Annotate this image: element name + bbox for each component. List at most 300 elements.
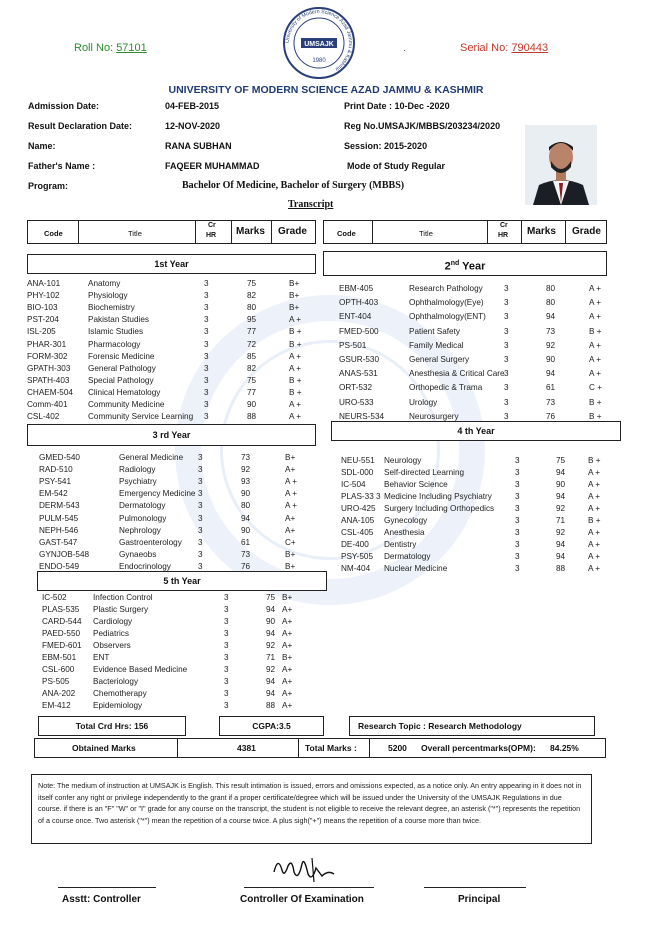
course-title: Endocrinology — [119, 561, 171, 571]
course-title: Dermatology — [119, 501, 166, 511]
course-cr: 3 — [204, 315, 209, 325]
father-value: FAQEER MUHAMMAD — [165, 161, 260, 171]
course-cr: 3 — [504, 397, 509, 407]
course-title: Gynaeobs — [119, 549, 157, 559]
course-code: ANA-101 — [27, 279, 61, 288]
course-code: CSL-600 — [42, 665, 75, 674]
course-cr: 3 — [224, 617, 229, 626]
col-hr-right: HR — [498, 232, 509, 239]
total-marks-value: 5200 — [388, 743, 407, 753]
course-marks: 90 — [556, 480, 566, 489]
course-marks: 92 — [546, 340, 556, 350]
course-marks: 90 — [241, 525, 251, 535]
course-marks: 90 — [241, 489, 251, 499]
result-label: Result Declaration Date: — [28, 121, 133, 131]
admission-value: 04-FEB-2015 — [165, 101, 220, 111]
course-cr: 3 — [204, 303, 209, 313]
course-code: ANA-202 — [42, 689, 76, 698]
course-marks: 82 — [247, 363, 257, 373]
course-marks: 94 — [556, 492, 566, 501]
course-grade: A + — [289, 363, 302, 373]
course-cr: 3 — [198, 561, 203, 571]
course-title: Dermatology — [384, 552, 431, 561]
course-title: Physiology — [88, 291, 128, 301]
result-value: 12-NOV-2020 — [165, 121, 221, 131]
course-title: Ophthalmology(Eye) — [409, 298, 484, 308]
course-code: EM-542 — [39, 489, 68, 499]
opm-label: Overall percentmarks(OPM): — [421, 743, 536, 753]
course-cr: 3 — [515, 540, 520, 549]
mode-value: Regular — [411, 161, 446, 171]
course-title: Biochemistry — [88, 303, 135, 313]
year3-header: 3 rd Year — [27, 424, 316, 446]
course-title: Pulmonology — [119, 513, 167, 523]
course-title: Ophthalmology(ENT) — [409, 312, 486, 322]
course-marks: 61 — [241, 537, 251, 547]
course-cr: 3 — [224, 605, 229, 614]
logo-ring-text: University of Modern Science Azad Jammu & Kashmir — [284, 8, 354, 72]
course-grade: A+ — [285, 465, 296, 475]
course-cr: 3 — [224, 689, 229, 698]
course-cr: 3 — [515, 552, 520, 561]
course-code: PULM-545 — [39, 513, 79, 523]
course-cr: 3 — [204, 363, 209, 373]
course-title: Forensic Medicine — [88, 351, 155, 361]
course-marks: 82 — [247, 291, 257, 301]
course-code: URO-425 — [341, 504, 376, 513]
course-title: General Medicine — [119, 453, 184, 462]
course-code: ANAS-531 — [339, 369, 378, 379]
course-cr: 3 — [224, 677, 229, 686]
course-title: Islamic Studies — [88, 327, 144, 337]
course-title: Clinical Hematology — [88, 387, 161, 397]
transcript-title: Transcript — [288, 199, 334, 210]
course-grade: A + — [289, 412, 302, 422]
year2-header — [323, 251, 607, 276]
course-grade: A + — [588, 492, 601, 501]
course-grade: A + — [588, 540, 601, 549]
total-marks-label: Total Marks : — [305, 743, 357, 753]
course-code: NEPH-546 — [39, 525, 79, 535]
course-title: Urology — [409, 397, 438, 407]
year5-header: 5 th Year — [37, 571, 327, 591]
year2-suffix: Year — [459, 260, 486, 273]
course-grade: A + — [589, 284, 602, 293]
course-marks: 90 — [546, 355, 556, 364]
course-title: Cardiology — [93, 617, 133, 626]
course-grade: A + — [285, 501, 298, 511]
program-label: Program: — [28, 181, 69, 191]
course-title: Self-directed Learning — [384, 468, 465, 477]
course-marks: 71 — [556, 516, 566, 525]
roll-value: 57101 — [116, 42, 147, 54]
print-date — [344, 101, 450, 111]
course-marks: 77 — [247, 387, 257, 397]
course-cr: 3 — [204, 339, 209, 349]
course-marks: 73 — [241, 453, 251, 462]
course-grade: B + — [289, 339, 302, 349]
course-grade: A + — [588, 564, 601, 573]
course-title: Neurosurgery — [409, 411, 459, 421]
course-cr: 3 — [198, 549, 203, 559]
course-marks: 80 — [247, 303, 257, 313]
course-title: Observers — [93, 641, 131, 650]
course-cr: 3 — [198, 477, 203, 487]
course-cr: 3 — [515, 492, 520, 501]
principal-signature-line — [424, 887, 526, 888]
course-code: ISL-205 — [27, 327, 56, 337]
course-title: Family Medical — [409, 340, 464, 350]
course-cr: 3 — [204, 351, 209, 361]
course-code: PS-501 — [339, 340, 367, 350]
course-title: Nephrology — [119, 525, 161, 535]
course-title: Community Medicine — [88, 400, 165, 409]
total-credit-hours: Total Crd Hrs: 156 — [38, 716, 186, 736]
course-code: SDL-000 — [341, 468, 374, 477]
course-cr: 3 — [204, 279, 209, 288]
course-cr: 3 — [198, 453, 203, 462]
dot-mark: · — [403, 46, 406, 55]
course-code: PS-505 — [42, 677, 70, 686]
course-code: EBM-405 — [339, 284, 374, 293]
course-title: Psychiatry — [119, 477, 157, 487]
course-code: FMED-500 — [339, 326, 379, 336]
course-grade: B + — [289, 375, 302, 385]
logo-year: 1980 — [312, 58, 326, 64]
mode-label: Mode of Study — [347, 161, 409, 171]
course-title: Anatomy — [88, 279, 121, 288]
course-title: Radiology — [119, 465, 156, 475]
research-topic — [349, 716, 595, 736]
course-code: OPTH-403 — [339, 298, 379, 308]
course-grade: A + — [285, 489, 298, 499]
disclaimer-note: Note: The medium of instruction at UMSAJK is English. This result intimation is issued, errors and omissions expected, as a notice only. An entry appearing in it does not in itself confer any right or privilege independently to the grant if a proper certificate/degree which will be issued under the University of the UMSAJK Regulations in due course. if there is an "F" "W" or "I" grade for any course on the transcript, the student is not eligible to receive the relevant degree, an asterisk ("*") represents the repetition of a course once. Two asterisk ("*") mean the repetition of a course twice. A plus sigh("+") means the repetition of a course more than twice. — [31, 774, 592, 844]
controller-signature-line — [244, 887, 374, 888]
course-marks: 73 — [546, 397, 556, 407]
course-title: Plastic Surgery — [93, 605, 149, 614]
course-title: Anesthesia & Critical Care — [409, 369, 505, 379]
course-cr: 3 — [515, 468, 520, 477]
course-code: IC-502 — [42, 593, 67, 602]
course-grade: A+ — [282, 665, 293, 674]
course-marks: 90 — [247, 400, 257, 409]
course-code: GAST-547 — [39, 537, 78, 547]
course-cr: 3 — [504, 369, 509, 379]
course-code: ENDO-549 — [39, 561, 80, 571]
col-title-right: Title — [419, 229, 433, 238]
course-grade: B+ — [289, 279, 300, 288]
course-grade: C+ — [285, 537, 296, 547]
course-marks: 90 — [266, 617, 276, 626]
col-code-right: Code — [337, 229, 356, 238]
course-code: ORT-532 — [339, 383, 373, 393]
course-code: Comm-401 — [27, 400, 68, 409]
session-label: Session: — [344, 141, 382, 151]
course-cr: 3 — [224, 653, 229, 662]
course-marks: 80 — [546, 284, 556, 293]
course-code: PHY-102 — [27, 291, 60, 301]
course-cr: 3 — [515, 480, 520, 489]
course-grade: A+ — [282, 689, 293, 698]
course-grade: B+ — [289, 291, 300, 301]
course-marks: 94 — [556, 468, 566, 477]
opm-value: 84.25% — [550, 743, 579, 753]
course-cr: 3 — [198, 465, 203, 475]
course-grade: B+ — [285, 453, 296, 462]
course-code: DE-400 — [341, 540, 369, 549]
serial-value: 790443 — [511, 42, 549, 54]
course-code: PST-204 — [27, 315, 59, 325]
course-marks: 75 — [247, 279, 257, 288]
course-marks: 75 — [247, 375, 257, 385]
course-cr: 3 — [515, 516, 520, 525]
student-photo — [525, 125, 597, 205]
course-marks: 76 — [546, 411, 556, 421]
course-marks: 88 — [266, 701, 276, 710]
asst-signature-line — [58, 887, 156, 888]
course-cr: 3 — [504, 312, 509, 322]
course-marks: 94 — [556, 552, 566, 561]
university-logo — [282, 6, 356, 80]
course-code: FMED-601 — [42, 641, 82, 650]
course-marks: 75 — [556, 456, 566, 465]
year2-sup: nd — [450, 260, 460, 267]
marks-summary-bar — [34, 738, 606, 758]
course-grade: A+ — [282, 701, 293, 710]
course-marks: 77 — [247, 327, 257, 337]
course-code: EBM-501 — [42, 653, 77, 662]
serial-label: Serial No: — [460, 42, 509, 54]
course-grade: B + — [289, 387, 302, 397]
course-marks: 92 — [266, 665, 276, 674]
course-code: CSL-402 — [27, 412, 60, 422]
course-cr: 3 — [224, 629, 229, 638]
course-title: Neurology — [384, 456, 422, 465]
course-marks: 71 — [266, 653, 276, 662]
reg-value: UMSAJK/MBBS/203234/2020 — [378, 121, 501, 131]
course-code: PLAS-33 3 — [341, 492, 381, 501]
col-marks: Marks — [236, 226, 265, 237]
course-cr: 3 — [224, 593, 229, 602]
course-cr: 3 — [204, 327, 209, 337]
asst-controller-label: Asstt: Controller — [62, 894, 141, 905]
course-code: GSUR-530 — [339, 355, 380, 364]
course-grade: B + — [588, 456, 601, 465]
course-marks: 88 — [556, 564, 566, 573]
col-code: Code — [44, 229, 63, 238]
course-code: BIO-103 — [27, 303, 58, 313]
course-cr: 3 — [198, 513, 203, 523]
controller-signature — [268, 852, 348, 886]
course-cr: 3 — [504, 284, 509, 293]
course-cr: 3 — [504, 355, 509, 364]
course-grade: B + — [289, 327, 302, 337]
course-code: PSY-505 — [341, 552, 374, 561]
year1-header: 1st Year — [27, 254, 316, 274]
course-code: CSL-405 — [341, 528, 374, 537]
year4-header: 4 th Year — [331, 421, 621, 441]
reg-label: Reg No. — [344, 121, 379, 131]
course-title: Pediatrics — [93, 629, 129, 638]
course-grade: A + — [589, 312, 602, 322]
col-cr: Cr — [208, 222, 216, 229]
course-cr: 3 — [504, 383, 509, 393]
course-grade: C + — [589, 383, 602, 393]
course-code: CARD-544 — [42, 617, 82, 626]
course-code: GPATH-303 — [27, 363, 71, 373]
course-grade: B+ — [285, 561, 296, 571]
course-grade: B + — [589, 411, 602, 421]
course-grade: A + — [588, 528, 601, 537]
name-value: RANA SUBHAN — [165, 141, 232, 151]
cgpa: CGPA:3.5 — [219, 716, 324, 736]
course-cr: 3 — [224, 701, 229, 710]
course-code: ENT-404 — [339, 312, 372, 322]
course-title: Emergency Medicine — [119, 489, 196, 499]
course-title: Gastroenterology — [119, 537, 182, 547]
course-marks: 94 — [546, 369, 556, 379]
col-marks-right: Marks — [527, 226, 556, 237]
course-grade: A+ — [282, 617, 293, 626]
right-column-header — [323, 220, 607, 244]
course-grade: A + — [289, 315, 302, 325]
course-title: Community Service Learning — [88, 412, 194, 422]
course-cr: 3 — [198, 489, 203, 499]
course-marks: 94 — [546, 312, 556, 322]
course-code: NEU-551 — [341, 456, 375, 465]
course-grade: A + — [588, 504, 601, 513]
course-grade: A + — [588, 552, 601, 561]
course-grade: A + — [589, 369, 602, 379]
course-marks: 92 — [556, 504, 566, 513]
reg-number — [344, 121, 500, 131]
course-grade: A + — [289, 400, 302, 409]
obtained-value: 4381 — [237, 743, 256, 753]
course-marks: 88 — [247, 412, 257, 422]
course-marks: 80 — [241, 501, 251, 511]
course-marks: 94 — [556, 540, 566, 549]
program-value: Bachelor Of Medicine, Bachelor of Surgery (MBBS) — [182, 180, 405, 191]
course-code: EM-412 — [42, 701, 71, 710]
col-grade-right: Grade — [572, 226, 601, 237]
course-cr: 3 — [504, 411, 509, 421]
course-marks: 73 — [241, 549, 251, 559]
course-grade: B+ — [282, 593, 293, 602]
course-title: Nuclear Medicine — [384, 564, 448, 573]
course-title: Anesthesia — [384, 528, 425, 537]
course-grade: B+ — [282, 653, 293, 662]
course-cr: 3 — [515, 456, 520, 465]
course-code: ANA-105 — [341, 516, 375, 525]
course-cr: 3 — [224, 665, 229, 674]
course-grade: B+ — [289, 303, 300, 313]
course-title: Gynecology — [384, 516, 428, 525]
course-code: GYNJOB-548 — [39, 549, 90, 559]
course-title: Surgery Including Orthopedics — [384, 504, 495, 513]
course-code: FORM-302 — [27, 351, 68, 361]
course-title: ENT — [93, 653, 110, 662]
course-grade: B+ — [285, 549, 296, 559]
col-hr: HR — [206, 232, 217, 239]
course-grade: A + — [589, 355, 602, 364]
session-value: 2015-2020 — [384, 141, 428, 151]
course-cr: 3 — [515, 564, 520, 573]
roll-number — [74, 42, 166, 54]
course-cr: 3 — [504, 298, 509, 308]
course-title: Dentistry — [384, 540, 417, 549]
course-code: DERM-543 — [39, 501, 80, 511]
course-title: Epidemiology — [93, 701, 143, 710]
course-title: Behavior Science — [384, 480, 448, 489]
course-code: NEURS-534 — [339, 411, 385, 421]
course-code: SPATH-403 — [27, 375, 70, 385]
course-grade: A+ — [282, 605, 293, 614]
course-title: Evidence Based Medicine — [93, 665, 188, 674]
course-cr: 3 — [504, 326, 509, 336]
course-grade: A+ — [282, 677, 293, 686]
course-title: Bacteriology — [93, 677, 139, 686]
course-grade: A+ — [282, 629, 293, 638]
session — [344, 141, 427, 151]
principal-label: Principal — [458, 894, 501, 905]
course-title: Chemotherapy — [93, 689, 147, 698]
course-title: Pakistan Studies — [88, 315, 149, 325]
father-label: Father's Name : — [28, 161, 96, 171]
course-marks: 95 — [247, 315, 257, 325]
course-grade: A + — [289, 351, 302, 361]
course-cr: 3 — [198, 537, 203, 547]
logo-text: UMSAJK — [304, 41, 334, 48]
course-cr: 3 — [204, 387, 209, 397]
research-value: Research Methodology — [428, 721, 522, 731]
course-grade: A+ — [285, 513, 296, 523]
course-title: Infection Control — [93, 593, 153, 602]
course-marks: 75 — [266, 593, 276, 602]
course-marks: 93 — [241, 477, 251, 487]
course-cr: 3 — [204, 400, 209, 409]
print-value: 10-Dec -2020 — [394, 101, 450, 111]
course-marks: 94 — [241, 513, 251, 523]
roll-label: Roll No: — [74, 42, 114, 54]
course-code: CHAEM-504 — [27, 387, 73, 397]
course-title: Special Pathology — [88, 375, 154, 385]
course-marks: 94 — [266, 605, 276, 614]
left-column-header — [27, 220, 316, 244]
watermark-inner-ring — [220, 340, 440, 560]
research-label: Research Topic : — [358, 721, 426, 731]
course-grade: A + — [285, 477, 298, 487]
course-cr: 3 — [204, 412, 209, 422]
course-cr: 3 — [515, 504, 520, 513]
course-cr: 3 — [515, 528, 520, 537]
course-code: RAD-510 — [39, 465, 73, 475]
course-marks: 94 — [266, 629, 276, 638]
course-grade: A+ — [282, 641, 293, 650]
obtained-label: Obtained Marks — [72, 743, 136, 753]
course-cr: 3 — [198, 501, 203, 511]
course-marks: 94 — [266, 677, 276, 686]
course-marks: 72 — [247, 339, 257, 349]
course-code: PAED-550 — [42, 629, 81, 638]
mode-of-study — [347, 161, 445, 171]
col-grade: Grade — [278, 226, 307, 237]
course-cr: 3 — [204, 375, 209, 385]
course-grade: B + — [588, 516, 601, 525]
course-code: NM-404 — [341, 564, 371, 573]
course-grade: A + — [588, 468, 601, 477]
course-code: GMED-540 — [39, 453, 80, 462]
admission-label: Admission Date: — [28, 101, 100, 111]
